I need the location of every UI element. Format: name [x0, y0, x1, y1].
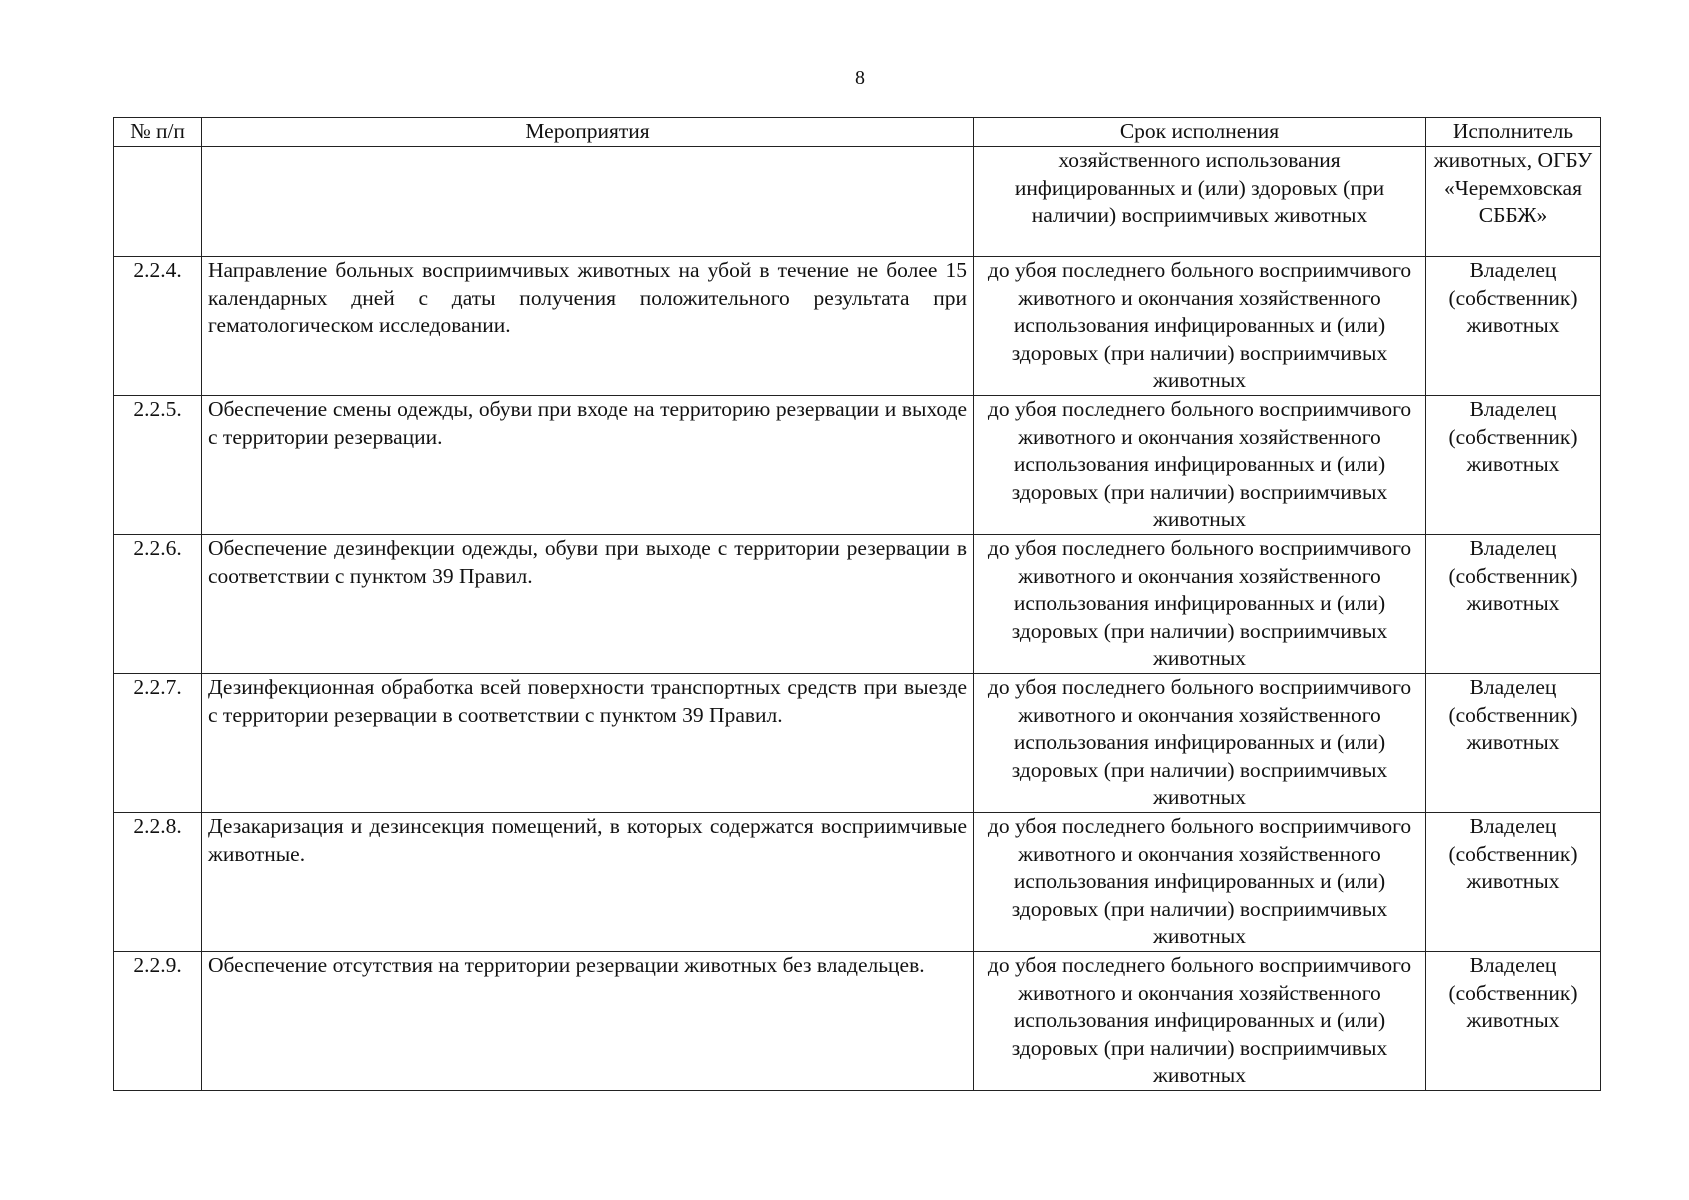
row-number: 2.2.8.	[114, 813, 202, 952]
header-number: № п/п	[114, 118, 202, 147]
row-executor: Владелец (собственник) животных	[1426, 535, 1601, 674]
row-action: Обеспечение смены одежды, обуви при входе на территорию резервации и выходе с территории резервации.	[202, 396, 974, 535]
table-row-continuation	[114, 147, 1601, 257]
row-action: Дезакаризация и дезинсекция помещений, в которых содержатся восприимчивые животные.	[202, 813, 974, 952]
row-number: 2.2.9.	[114, 952, 202, 1091]
row-executor: Владелец (собственник) животных	[1426, 952, 1601, 1091]
row-number: 2.2.6.	[114, 535, 202, 674]
row-action: Обеспечение отсутствия на территории резервации животных без владельцев.	[202, 952, 974, 1091]
table-row	[114, 257, 1601, 396]
row-executor: Владелец (собственник) животных	[1426, 813, 1601, 952]
row-action: Обеспечение дезинфекции одежды, обуви при выходе с территории резервации в соответствии с пунктом 39 Правил.	[202, 535, 974, 674]
row-action: Дезинфекционная обработка всей поверхности транспортных средств при выезде с территории резервации в соответствии с пунктом 39 Правил.	[202, 674, 974, 813]
row-executor: животных, ОГБУ «Черемховская СББЖ»	[1426, 147, 1601, 257]
table-row	[114, 952, 1601, 1091]
row-number: 2.2.5.	[114, 396, 202, 535]
measures-table	[113, 117, 1601, 1091]
header-executor: Исполнитель	[1426, 118, 1601, 147]
row-executor: Владелец (собственник) животных	[1426, 674, 1601, 813]
row-term: до убоя последнего больного восприимчивого животного и окончания хозяйственного использования инфицированных и (или) здоровых (при наличии) восприимчивых животных	[974, 396, 1426, 535]
row-number: 2.2.4.	[114, 257, 202, 396]
row-number: 2.2.7.	[114, 674, 202, 813]
row-number	[114, 147, 202, 257]
row-term: до убоя последнего больного восприимчивого животного и окончания хозяйственного использования инфицированных и (или) здоровых (при наличии) восприимчивых животных	[974, 257, 1426, 396]
table-row	[114, 813, 1601, 952]
header-term: Срок исполнения	[974, 118, 1426, 147]
row-action	[202, 147, 974, 257]
table-header-row	[114, 118, 1601, 147]
row-term: до убоя последнего больного восприимчивого животного и окончания хозяйственного использования инфицированных и (или) здоровых (при наличии) восприимчивых животных	[974, 535, 1426, 674]
table-row	[114, 535, 1601, 674]
header-measures: Мероприятия	[202, 118, 974, 147]
row-term: до убоя последнего больного восприимчивого животного и окончания хозяйственного использования инфицированных и (или) здоровых (при наличии) восприимчивых животных	[974, 674, 1426, 813]
row-action: Направление больных восприимчивых животных на убой в течение не более 15 календарных дней с даты получения положительного результата при гематологическом исследовании.	[202, 257, 974, 396]
table-row	[114, 396, 1601, 535]
row-executor: Владелец (собственник) животных	[1426, 396, 1601, 535]
row-term: до убоя последнего больного восприимчивого животного и окончания хозяйственного использования инфицированных и (или) здоровых (при наличии) восприимчивых животных	[974, 952, 1426, 1091]
row-term: хозяйственного использования инфицированных и (или) здоровых (при наличии) восприимчивых животных	[974, 147, 1426, 257]
page-number: 8	[855, 67, 865, 89]
row-executor: Владелец (собственник) животных	[1426, 257, 1601, 396]
row-term: до убоя последнего больного восприимчивого животного и окончания хозяйственного использования инфицированных и (или) здоровых (при наличии) восприимчивых животных	[974, 813, 1426, 952]
table-row	[114, 674, 1601, 813]
